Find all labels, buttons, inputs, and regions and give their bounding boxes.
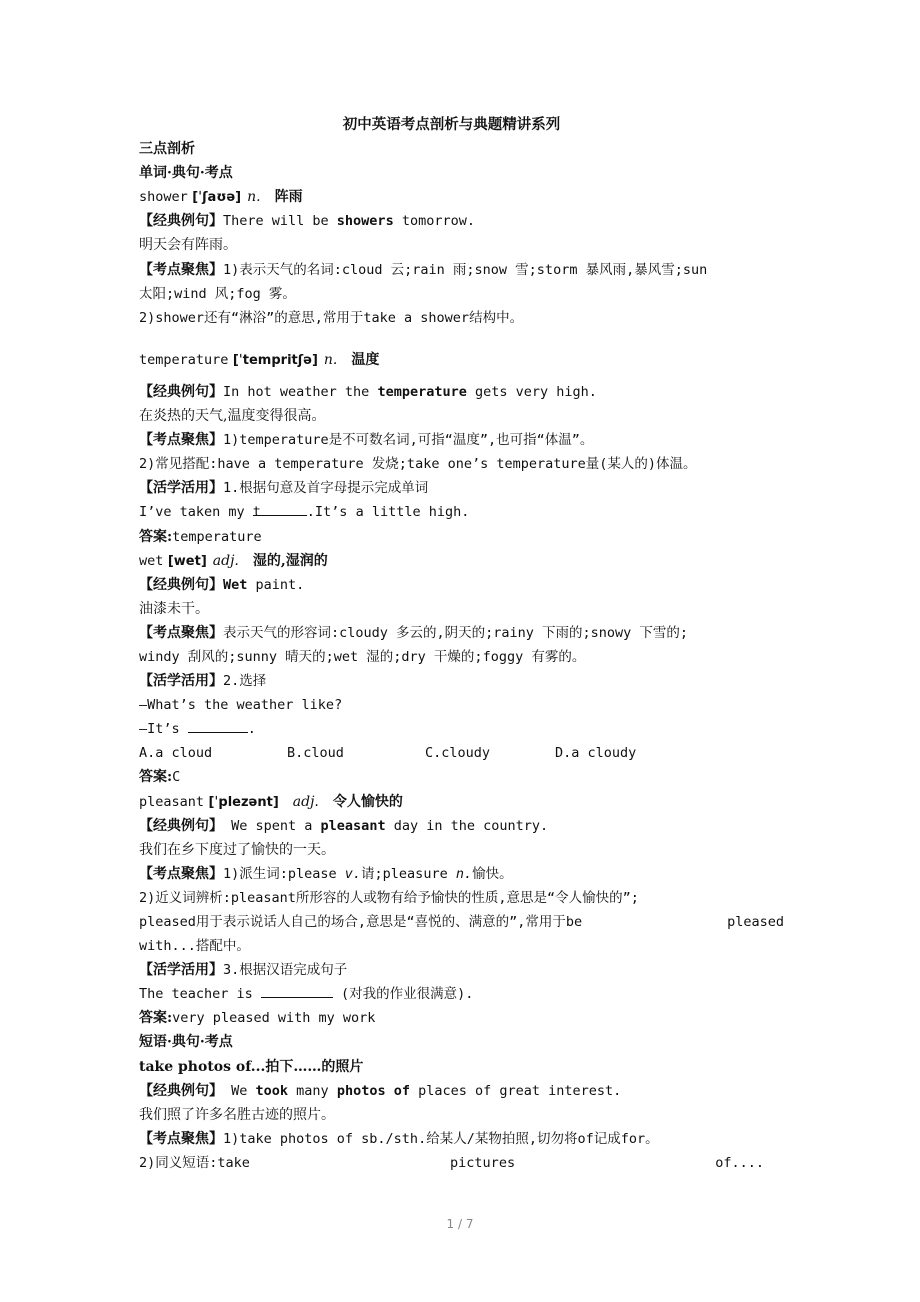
gloss: 阵雨 bbox=[274, 189, 303, 206]
practice-line: 【活学活用】2.选择 bbox=[139, 673, 267, 690]
section-subheading: 单词·典句·考点 bbox=[139, 165, 233, 182]
headword: temperature bbox=[139, 351, 229, 368]
focus-line: 2)同义短语:take pictures of.... bbox=[139, 1154, 764, 1171]
option-b: B.cloud bbox=[287, 745, 344, 762]
example-translation: 我们在乡下度过了愉快的一天。 bbox=[139, 841, 335, 858]
focus-line: 2)shower还有“淋浴”的意思,常用于take a shower结构中。 bbox=[139, 309, 524, 326]
section-subheading: 短语·典句·考点 bbox=[139, 1034, 233, 1051]
example-line: 【经典例句】In hot weather the temperature gets very high. bbox=[139, 383, 597, 400]
example-line: 【经典例句】There will be showers tomorrow. bbox=[139, 213, 475, 230]
page-title: 初中英语考点剖析与典题精讲系列 bbox=[342, 116, 561, 133]
focus-line-cont: pleased用于表示说话人自己的场合,意思是“喜悦的、满意的”,常用于be pleased bbox=[139, 914, 784, 930]
example-line: 【经典例句】 We took many photos of places of great interest. bbox=[139, 1082, 622, 1099]
answer-blank bbox=[188, 717, 248, 733]
answer-blank bbox=[261, 982, 333, 998]
example-translation: 油漆未干。 bbox=[139, 600, 209, 617]
headword: pleasant bbox=[139, 793, 205, 810]
answer-line: 答案:C bbox=[139, 769, 181, 786]
phonetic: [wet] bbox=[167, 553, 207, 569]
answer-line: 答案:temperature bbox=[139, 528, 262, 545]
entry-header-temperature bbox=[139, 348, 784, 372]
practice-question: —It’s . bbox=[139, 717, 784, 741]
page-number: 1 / 7 bbox=[446, 1217, 474, 1231]
options-line bbox=[139, 741, 784, 765]
focus-line: 2)近义词辨析:pleasant所形容的人或物有给予愉快的性质,意思是“令人愉快的”; bbox=[139, 889, 639, 906]
focus-line-cont: 太阳;wind 风;fog 雾。 bbox=[139, 285, 296, 302]
gloss: 湿的,湿润的 bbox=[252, 552, 328, 569]
option-d: D.a cloudy bbox=[555, 745, 637, 762]
part-of-speech: n. bbox=[323, 351, 338, 368]
headword: wet bbox=[139, 552, 164, 569]
entry-header-shower bbox=[139, 185, 784, 209]
practice-question: —What’s the weather like? bbox=[139, 697, 343, 714]
focus-line: 2)常见搭配:have a temperature 发烧;take one’s temperature量(某人的)体温。 bbox=[139, 456, 697, 473]
practice-question: The teacher is (对我的作业很满意). bbox=[139, 982, 784, 1006]
gloss: 温度 bbox=[351, 351, 380, 368]
focus-line: 【考点聚焦】1)表示天气的名词:cloud 云;rain 雨;snow 雪;storm 暴风雨,暴风雪;sun bbox=[139, 261, 708, 278]
phrase-header: take photos of...拍下……的照片 bbox=[139, 1058, 364, 1075]
focus-line-cont: windy 刮风的;sunny 晴天的;wet 湿的;dry 干燥的;foggy 有雾的。 bbox=[139, 648, 586, 665]
focus-line: 【考点聚焦】1)派生词:please v.请;pleasure n.愉快。 bbox=[139, 865, 513, 882]
example-translation: 我们照了许多名胜古迹的照片。 bbox=[139, 1106, 335, 1123]
entry-header-wet bbox=[139, 549, 784, 573]
part-of-speech: adj. bbox=[292, 793, 319, 810]
phonetic: [ˈtempritʃə] bbox=[232, 352, 318, 368]
focus-line-cont: with...搭配中。 bbox=[139, 938, 250, 955]
gloss: 令人愉快的 bbox=[332, 793, 403, 810]
practice-line: 【活学活用】1.根据句意及首字母提示完成单词 bbox=[139, 480, 429, 497]
part-of-speech: adj. bbox=[212, 552, 239, 569]
focus-line: 【考点聚焦】表示天气的形容词:cloudy 多云的,阴天的;rainy 下雨的;snowy 下雪的; bbox=[139, 624, 689, 641]
example-translation: 明天会有阵雨。 bbox=[139, 237, 237, 254]
practice-line: 【活学活用】3.根据汉语完成句子 bbox=[139, 962, 348, 979]
example-line: 【经典例句】Wet paint. bbox=[139, 576, 305, 593]
section-heading: 三点剖析 bbox=[139, 141, 195, 158]
answer-line: 答案:very pleased with my work bbox=[139, 1010, 376, 1027]
example-translation: 在炎热的天气,温度变得很高。 bbox=[139, 408, 326, 425]
practice-question: I’ve taken my t .It’s a little high. bbox=[139, 500, 784, 524]
headword: shower bbox=[139, 189, 188, 206]
entry-header-pleasant bbox=[139, 790, 784, 814]
example-line: 【经典例句】 We spent a pleasant day in the country. bbox=[139, 817, 549, 834]
focus-line: 【考点聚焦】1)take photos of sb./sth.给某人/某物拍照,切勿将of记成for。 bbox=[139, 1130, 659, 1147]
phonetic: [ˈʃaʊə] bbox=[192, 190, 242, 206]
focus-line: 【考点聚焦】1)temperature是不可数名词,可指“温度”,也可指“体温”。 bbox=[139, 432, 594, 449]
option-c: C.cloudy bbox=[425, 745, 491, 762]
phonetic: [ˈplezənt] bbox=[208, 794, 279, 810]
answer-blank: t bbox=[253, 500, 307, 516]
document-content bbox=[139, 113, 784, 1175]
part-of-speech: n. bbox=[247, 189, 261, 206]
option-a: A.a cloud bbox=[139, 745, 213, 762]
